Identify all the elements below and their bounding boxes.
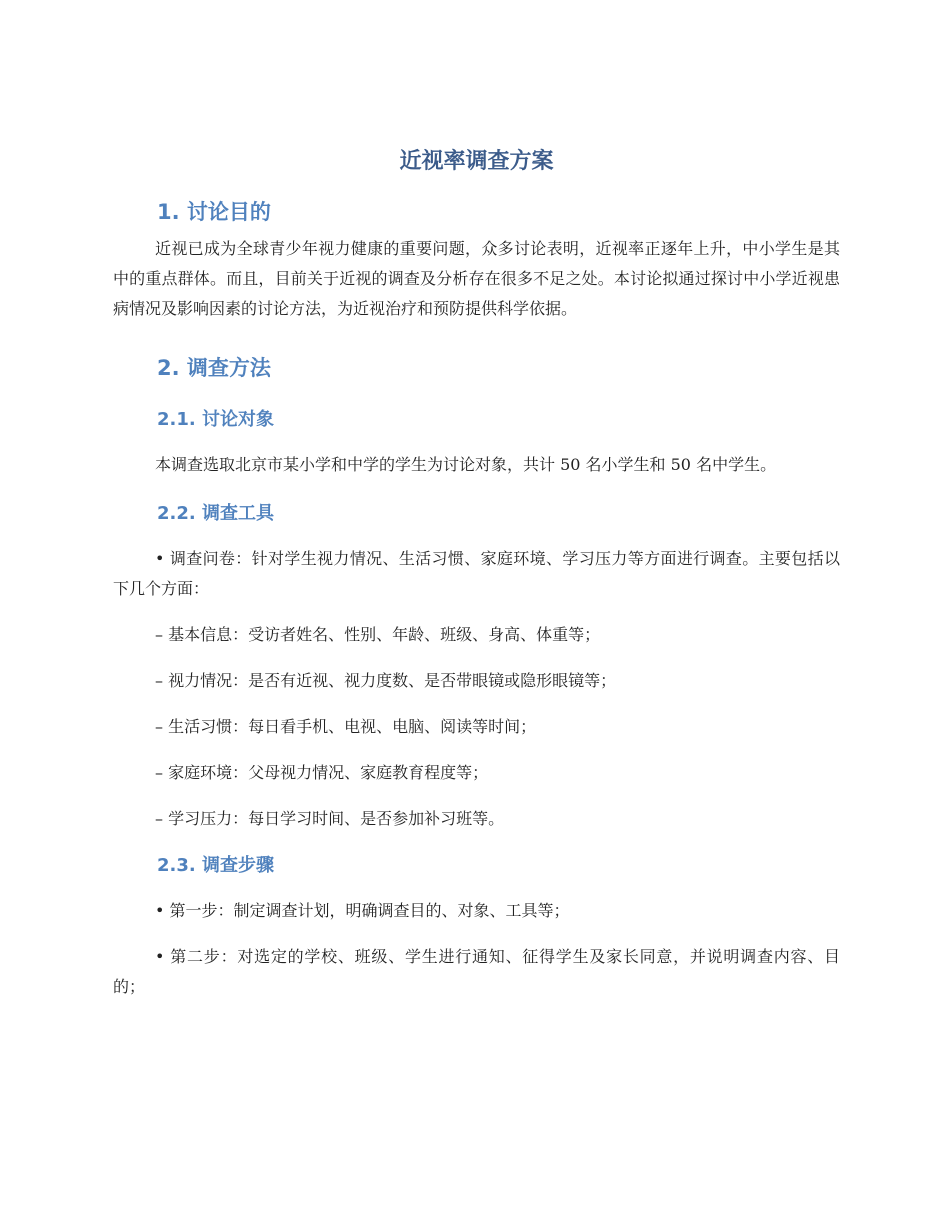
document-page <box>113 140 840 1002</box>
tools-intro: • 调查问卷：针对学生视力情况、生活习惯、家庭环境、学习压力等方面进行调查。主要包括以下几个方面： <box>113 549 840 598</box>
purpose-paragraph: 近视已成为全球青少年视力健康的重要问题，众多讨论表明，近视率正逐年上升，中小学生是其中的重点群体。而且，目前关于近视的调查及分析存在很多不足之处。本讨论拟通过探讨中小学近视患病情况及影响因素的讨论方法，为近视治疗和预防提供科学依据。 <box>113 239 840 318</box>
document-title: 近视率调查方案 <box>399 149 554 174</box>
section-heading-purpose: 1. 讨论目的 <box>157 200 271 224</box>
steps-item: • 第二步：对选定的学校、班级、学生进行通知、征得学生及家长同意，并说明调查内容、目的； <box>113 947 840 996</box>
tools-item: – 生活习惯：每日看手机、电视、电脑、阅读等时间； <box>155 717 537 736</box>
section-heading-method: 2. 调查方法 <box>157 356 271 380</box>
tools-item: – 学习压力：每日学习时间、是否参加补习班等。 <box>155 809 505 828</box>
tools-item: – 家庭环境：父母视力情况、家庭教育程度等； <box>155 763 489 782</box>
subsection-heading-tools: 2.2. 调查工具 <box>157 503 274 524</box>
subsection-heading-subjects: 2.1. 讨论对象 <box>157 409 274 430</box>
subsection-heading-steps: 2.3. 调查步骤 <box>157 855 274 876</box>
steps-item: • 第一步：制定调查计划，明确调查目的、对象、工具等； <box>155 901 570 920</box>
subjects-paragraph: 本调查选取北京市某小学和中学的学生为讨论对象，共计 50 名小学生和 50 名中学生。 <box>155 455 777 474</box>
tools-item: – 视力情况：是否有近视、视力度数、是否带眼镜或隐形眼镜等； <box>155 671 617 690</box>
tools-item: – 基本信息：受访者姓名、性别、年龄、班级、身高、体重等； <box>155 625 601 644</box>
